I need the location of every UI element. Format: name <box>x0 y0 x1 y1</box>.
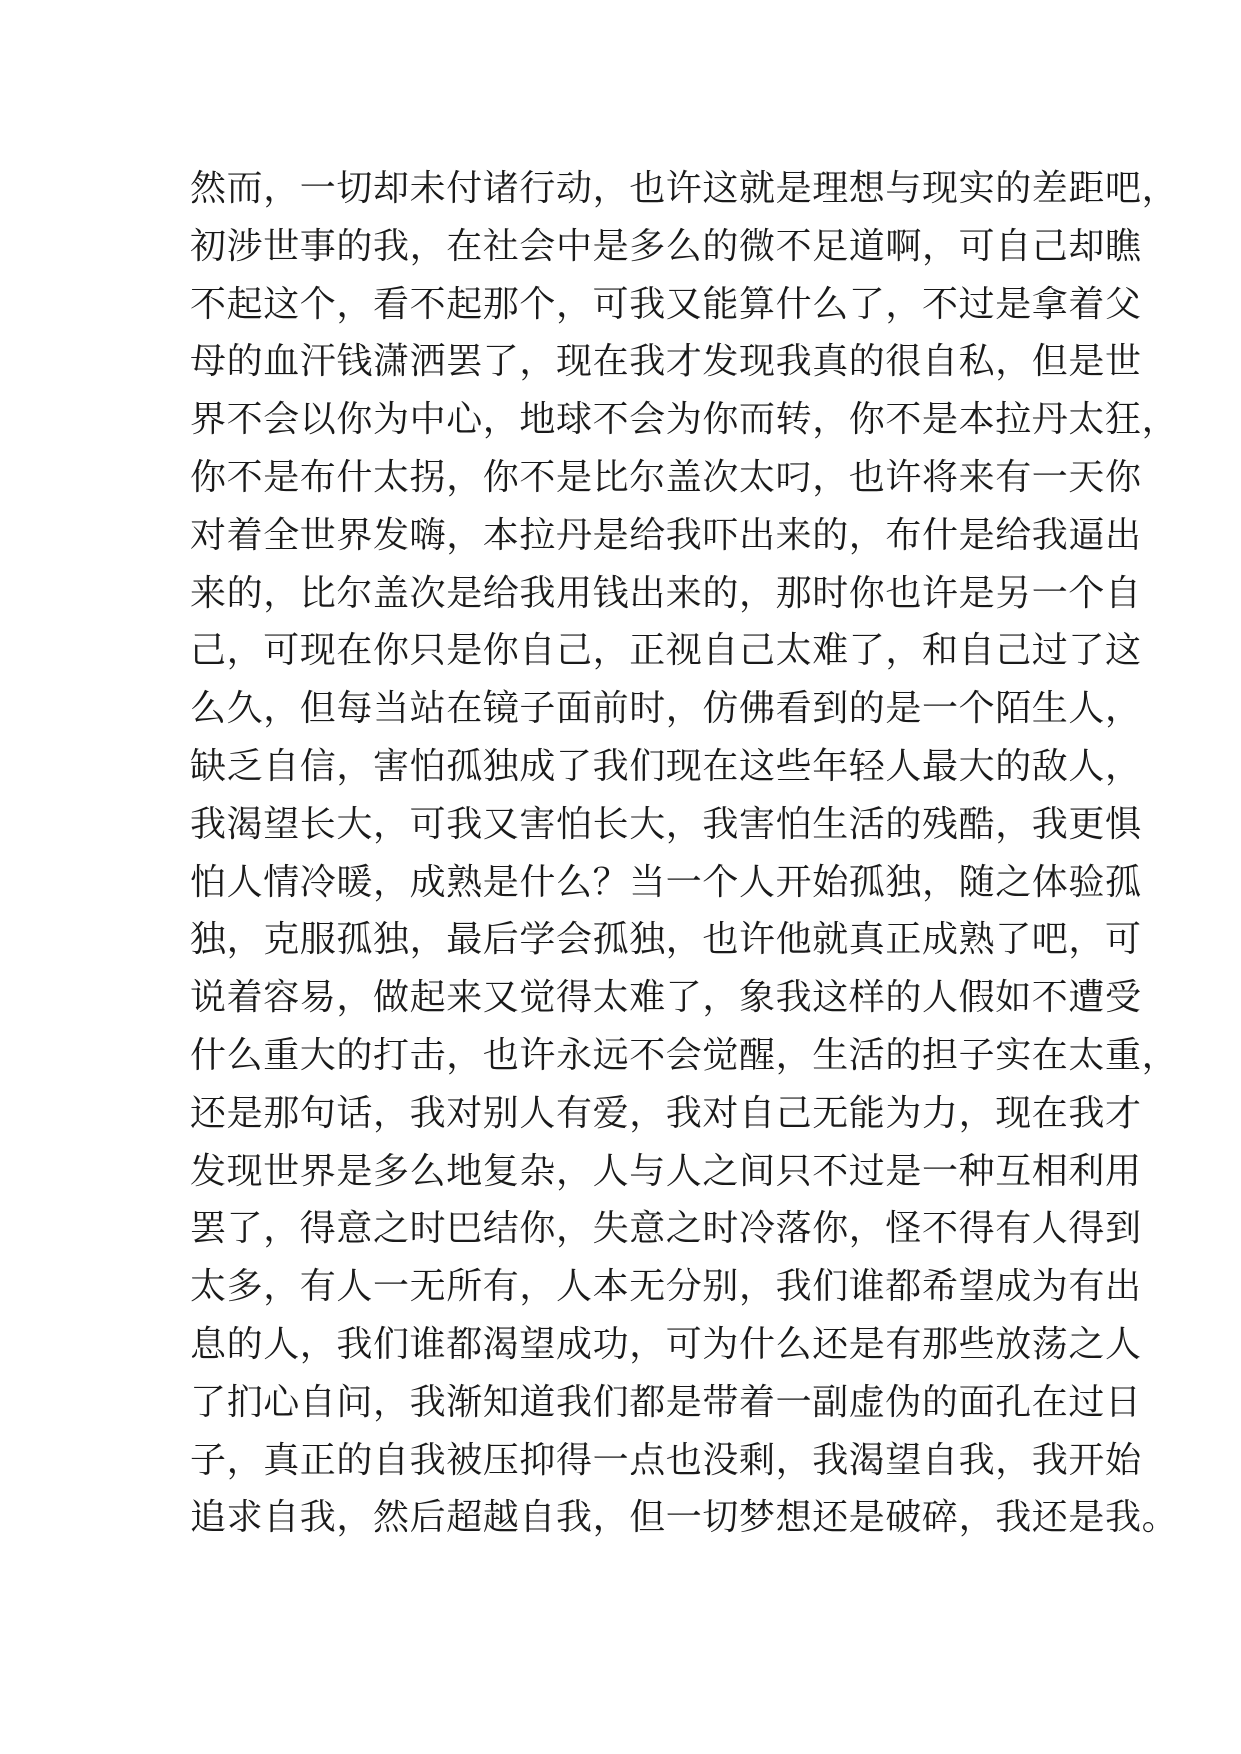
text-line: 怕人情冷暖，成熟是什么？当一个人开始孤独，随之体验孤 <box>190 861 1142 903</box>
text-line: 么久，但每当站在镜子面前时，仿佛看到的是一个陌生人， <box>190 688 1142 730</box>
text-line: 罢了，得意之时巴结你，失意之时冷落你，怪不得有人得到 <box>190 1208 1142 1250</box>
text-line: 来的，比尔盖次是给我用钱出来的，那时你也许是另一个自 <box>190 572 1142 614</box>
text-line: 说着容易，做起来又觉得太难了，象我这样的人假如不遭受 <box>190 977 1142 1019</box>
text-line: 独，克服孤独，最后学会孤独，也许他就真正成熟了吧，可 <box>190 919 1142 961</box>
text-line: 对着全世界发嗨，本拉丹是给我吓出来的，布什是给我逼出 <box>190 514 1142 556</box>
text-line: 什么重大的打击，也许永远不会觉醒，生活的担子实在太重， <box>190 1034 1179 1076</box>
text-line: 还是那句话，我对别人有爱，我对自己无能为力，现在我才 <box>190 1092 1142 1134</box>
text-line: 初涉世事的我，在社会中是多么的微不足道啊，可自己却瞧 <box>190 225 1142 267</box>
text-line: 了扪心自问，我渐知道我们都是带着一副虚伪的面孔在过日 <box>190 1381 1142 1423</box>
text-line: 己，可现在你只是你自己，正视自己太难了，和自己过了这 <box>190 630 1142 672</box>
text-line: 我渴望长大，可我又害怕长大，我害怕生活的残酷，我更惧 <box>190 803 1142 845</box>
text-line: 界不会以你为中心，地球不会为你而转，你不是本拉丹太狂， <box>190 399 1179 441</box>
body-paragraph <box>190 160 1179 1547</box>
text-line: 缺乏自信，害怕孤独成了我们现在这些年轻人最大的敌人， <box>190 745 1142 787</box>
text-line: 息的人，我们谁都渴望成功，可为什么还是有那些放荡之人 <box>190 1323 1142 1365</box>
text-line: 不起这个，看不起那个，可我又能算什么了，不过是拿着父 <box>190 283 1142 325</box>
text-line: 追求自我，然后超越自我，但一切梦想还是破碎，我还是我。 <box>190 1497 1179 1539</box>
text-line: 子，真正的自我被压抑得一点也没剩，我渴望自我，我开始 <box>190 1439 1142 1481</box>
text-line: 太多，有人一无所有，人本无分别，我们谁都希望成为有出 <box>190 1266 1142 1308</box>
text-line: 母的血汗钱潇洒罢了，现在我才发现我真的很自私，但是世 <box>190 341 1142 383</box>
text-line: 发现世界是多么地复杂，人与人之间只不过是一种互相利用 <box>190 1150 1142 1192</box>
text-line: 你不是布什太拐，你不是比尔盖次太叼，也许将来有一天你 <box>190 456 1142 498</box>
text-line: 然而，一切却未付诸行动，也许这就是理想与现实的差距吧， <box>190 168 1179 209</box>
